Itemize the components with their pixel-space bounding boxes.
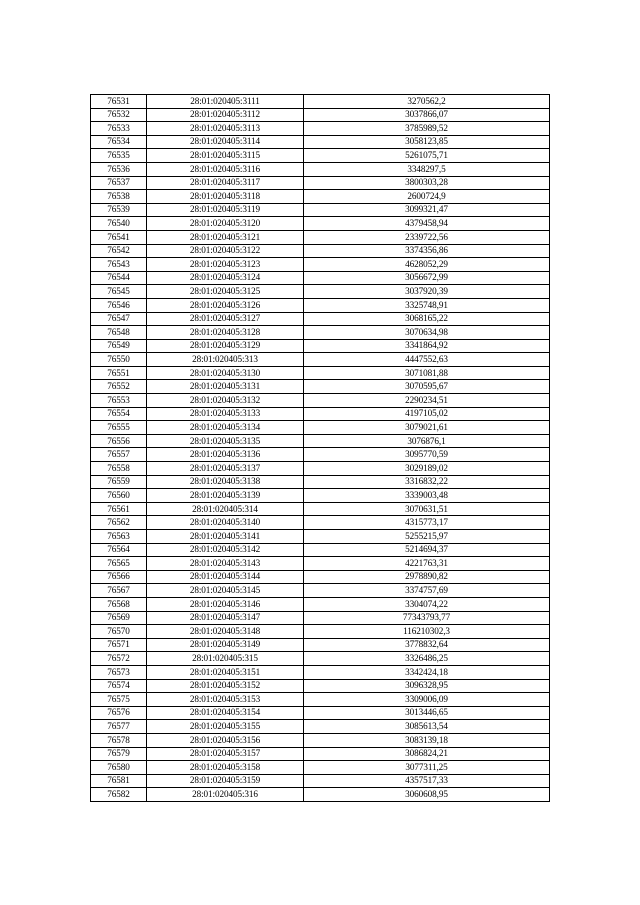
cadastral-number-cell: 28:01:020405:3156 xyxy=(147,733,304,747)
value-cell: 2600724,9 xyxy=(304,190,550,204)
row-number-cell: 76545 xyxy=(91,285,147,299)
cadastral-number-cell: 28:01:020405:3114 xyxy=(147,135,304,149)
cadastral-number-cell: 28:01:020405:3121 xyxy=(147,230,304,244)
row-number-cell: 76537 xyxy=(91,176,147,190)
table-row xyxy=(91,733,550,747)
cadastral-number-cell: 28:01:020405:3149 xyxy=(147,638,304,652)
cadastral-number-cell: 28:01:020405:3142 xyxy=(147,543,304,557)
cadastral-number-cell: 28:01:020405:3140 xyxy=(147,516,304,530)
cadastral-number-cell: 28:01:020405:3115 xyxy=(147,149,304,163)
table-row xyxy=(91,230,550,244)
table-row xyxy=(91,394,550,408)
cadastral-number-cell: 28:01:020405:3151 xyxy=(147,665,304,679)
row-number-cell: 76568 xyxy=(91,597,147,611)
table-row xyxy=(91,679,550,693)
value-cell: 3270562,2 xyxy=(304,95,550,109)
row-number-cell: 76577 xyxy=(91,720,147,734)
cadastral-number-cell: 28:01:020405:3116 xyxy=(147,162,304,176)
table-row xyxy=(91,407,550,421)
table-row xyxy=(91,788,550,802)
cadastral-number-cell: 28:01:020405:3148 xyxy=(147,625,304,639)
cadastral-number-cell: 28:01:020405:3122 xyxy=(147,244,304,258)
table-row xyxy=(91,108,550,122)
table-row xyxy=(91,149,550,163)
row-number-cell: 76544 xyxy=(91,271,147,285)
value-cell: 3096328,95 xyxy=(304,679,550,693)
row-number-cell: 76552 xyxy=(91,380,147,394)
cadastral-number-cell: 28:01:020405:3139 xyxy=(147,489,304,503)
cadastral-number-cell: 28:01:020405:3118 xyxy=(147,190,304,204)
table-row xyxy=(91,190,550,204)
row-number-cell: 76536 xyxy=(91,162,147,176)
table-row xyxy=(91,747,550,761)
table-row xyxy=(91,502,550,516)
row-number-cell: 76569 xyxy=(91,611,147,625)
cadastral-number-cell: 28:01:020405:3112 xyxy=(147,108,304,122)
table-row xyxy=(91,584,550,598)
table-row xyxy=(91,380,550,394)
row-number-cell: 76548 xyxy=(91,326,147,340)
row-number-cell: 76555 xyxy=(91,421,147,435)
row-number-cell: 76580 xyxy=(91,761,147,775)
value-cell: 4315773,17 xyxy=(304,516,550,530)
row-number-cell: 76561 xyxy=(91,502,147,516)
value-cell: 3085613,54 xyxy=(304,720,550,734)
value-cell: 3037920,39 xyxy=(304,285,550,299)
value-cell: 116210302,3 xyxy=(304,625,550,639)
row-number-cell: 76576 xyxy=(91,706,147,720)
row-number-cell: 76558 xyxy=(91,462,147,476)
cadastral-number-cell: 28:01:020405:3157 xyxy=(147,747,304,761)
value-cell: 3068165,22 xyxy=(304,312,550,326)
value-cell: 4379458,94 xyxy=(304,217,550,231)
row-number-cell: 76575 xyxy=(91,693,147,707)
row-number-cell: 76547 xyxy=(91,312,147,326)
cadastral-number-cell: 28:01:020405:3141 xyxy=(147,530,304,544)
value-cell: 3341864,92 xyxy=(304,339,550,353)
cadastral-number-cell: 28:01:020405:315 xyxy=(147,652,304,666)
table-row xyxy=(91,720,550,734)
cadastral-number-cell: 28:01:020405:3129 xyxy=(147,339,304,353)
row-number-cell: 76531 xyxy=(91,95,147,109)
value-cell: 3079021,61 xyxy=(304,421,550,435)
cadastral-number-cell: 28:01:020405:3126 xyxy=(147,298,304,312)
cadastral-number-cell: 28:01:020405:3158 xyxy=(147,761,304,775)
table-row xyxy=(91,693,550,707)
table-row xyxy=(91,285,550,299)
table-row xyxy=(91,706,550,720)
value-cell: 3785989,52 xyxy=(304,122,550,136)
value-cell: 2339722,56 xyxy=(304,230,550,244)
cadastral-number-cell: 28:01:020405:3117 xyxy=(147,176,304,190)
value-cell: 3304074,22 xyxy=(304,597,550,611)
row-number-cell: 76534 xyxy=(91,135,147,149)
table-row xyxy=(91,543,550,557)
row-number-cell: 76554 xyxy=(91,407,147,421)
cadastral-number-cell: 28:01:020405:3125 xyxy=(147,285,304,299)
table-row xyxy=(91,312,550,326)
row-number-cell: 76533 xyxy=(91,122,147,136)
cadastral-number-cell: 28:01:020405:3136 xyxy=(147,448,304,462)
row-number-cell: 76560 xyxy=(91,489,147,503)
row-number-cell: 76567 xyxy=(91,584,147,598)
table-row xyxy=(91,271,550,285)
table-row xyxy=(91,162,550,176)
row-number-cell: 76551 xyxy=(91,366,147,380)
cadastral-number-cell: 28:01:020405:3130 xyxy=(147,366,304,380)
table-row xyxy=(91,135,550,149)
value-cell: 3029189,02 xyxy=(304,462,550,476)
table-row xyxy=(91,462,550,476)
value-cell: 5261075,71 xyxy=(304,149,550,163)
row-number-cell: 76571 xyxy=(91,638,147,652)
row-number-cell: 76579 xyxy=(91,747,147,761)
row-number-cell: 76565 xyxy=(91,557,147,571)
row-number-cell: 76573 xyxy=(91,665,147,679)
table-row xyxy=(91,203,550,217)
value-cell: 3083139,18 xyxy=(304,733,550,747)
value-cell: 3013446,65 xyxy=(304,706,550,720)
cadastral-number-cell: 28:01:020405:3132 xyxy=(147,394,304,408)
cadastral-number-cell: 28:01:020405:3113 xyxy=(147,122,304,136)
cadastral-number-cell: 28:01:020405:316 xyxy=(147,788,304,802)
value-cell: 3086824,21 xyxy=(304,747,550,761)
value-cell: 3778832,64 xyxy=(304,638,550,652)
value-cell: 3342424,18 xyxy=(304,665,550,679)
row-number-cell: 76538 xyxy=(91,190,147,204)
value-cell: 3070634,98 xyxy=(304,326,550,340)
table-row xyxy=(91,339,550,353)
row-number-cell: 76546 xyxy=(91,298,147,312)
cadastral-number-cell: 28:01:020405:3147 xyxy=(147,611,304,625)
row-number-cell: 76563 xyxy=(91,530,147,544)
value-cell: 3070631,51 xyxy=(304,502,550,516)
value-cell: 3056672,99 xyxy=(304,271,550,285)
table-row xyxy=(91,557,550,571)
value-cell: 3070595,67 xyxy=(304,380,550,394)
table-row xyxy=(91,326,550,340)
row-number-cell: 76578 xyxy=(91,733,147,747)
value-cell: 4197105,02 xyxy=(304,407,550,421)
table-row xyxy=(91,244,550,258)
table-row xyxy=(91,434,550,448)
cadastral-number-cell: 28:01:020405:3153 xyxy=(147,693,304,707)
row-number-cell: 76572 xyxy=(91,652,147,666)
cadastral-number-cell: 28:01:020405:3135 xyxy=(147,434,304,448)
row-number-cell: 76564 xyxy=(91,543,147,557)
table-row xyxy=(91,489,550,503)
value-cell: 4221763,31 xyxy=(304,557,550,571)
cadastral-number-cell: 28:01:020405:3137 xyxy=(147,462,304,476)
value-cell: 3316832,22 xyxy=(304,475,550,489)
cadastral-number-cell: 28:01:020405:3123 xyxy=(147,258,304,272)
cadastral-number-cell: 28:01:020405:314 xyxy=(147,502,304,516)
row-number-cell: 76559 xyxy=(91,475,147,489)
row-number-cell: 76566 xyxy=(91,570,147,584)
value-cell: 3309006,09 xyxy=(304,693,550,707)
cadastral-number-cell: 28:01:020405:3146 xyxy=(147,597,304,611)
value-cell: 3339003,48 xyxy=(304,489,550,503)
cadastral-number-cell: 28:01:020405:3144 xyxy=(147,570,304,584)
table-row xyxy=(91,530,550,544)
table-row xyxy=(91,652,550,666)
value-cell: 3077311,25 xyxy=(304,761,550,775)
value-cell: 4628052,29 xyxy=(304,258,550,272)
row-number-cell: 76549 xyxy=(91,339,147,353)
row-number-cell: 76543 xyxy=(91,258,147,272)
value-cell: 5255215,97 xyxy=(304,530,550,544)
value-cell: 3800303,28 xyxy=(304,176,550,190)
row-number-cell: 76582 xyxy=(91,788,147,802)
table-row xyxy=(91,774,550,788)
row-number-cell: 76542 xyxy=(91,244,147,258)
table-row xyxy=(91,176,550,190)
row-number-cell: 76540 xyxy=(91,217,147,231)
cadastral-number-cell: 28:01:020405:3152 xyxy=(147,679,304,693)
cadastral-number-cell: 28:01:020405:3127 xyxy=(147,312,304,326)
row-number-cell: 76541 xyxy=(91,230,147,244)
value-cell: 3037866,07 xyxy=(304,108,550,122)
cadastral-number-cell: 28:01:020405:3131 xyxy=(147,380,304,394)
value-cell: 3325748,91 xyxy=(304,298,550,312)
row-number-cell: 76539 xyxy=(91,203,147,217)
table-row xyxy=(91,122,550,136)
value-cell: 3060608,95 xyxy=(304,788,550,802)
value-cell: 4447552,63 xyxy=(304,353,550,367)
table-row xyxy=(91,761,550,775)
cadastral-number-cell: 28:01:020405:3134 xyxy=(147,421,304,435)
value-cell: 3071081,88 xyxy=(304,366,550,380)
row-number-cell: 76532 xyxy=(91,108,147,122)
table-row xyxy=(91,516,550,530)
row-number-cell: 76553 xyxy=(91,394,147,408)
value-cell: 3095770,59 xyxy=(304,448,550,462)
row-number-cell: 76557 xyxy=(91,448,147,462)
row-number-cell: 76556 xyxy=(91,434,147,448)
cadastral-number-cell: 28:01:020405:3145 xyxy=(147,584,304,598)
table-row xyxy=(91,570,550,584)
value-cell: 3374356,86 xyxy=(304,244,550,258)
value-cell: 2290234,51 xyxy=(304,394,550,408)
value-cell: 5214694,37 xyxy=(304,543,550,557)
table-row xyxy=(91,95,550,109)
value-cell: 3326486,25 xyxy=(304,652,550,666)
value-cell: 3374757,69 xyxy=(304,584,550,598)
cadastral-number-cell: 28:01:020405:3124 xyxy=(147,271,304,285)
row-number-cell: 76574 xyxy=(91,679,147,693)
cadastral-number-cell: 28:01:020405:3120 xyxy=(147,217,304,231)
cadastral-number-cell: 28:01:020405:3143 xyxy=(147,557,304,571)
table-row xyxy=(91,448,550,462)
value-cell: 2978890,82 xyxy=(304,570,550,584)
table-row xyxy=(91,217,550,231)
row-number-cell: 76535 xyxy=(91,149,147,163)
cadastral-number-cell: 28:01:020405:3159 xyxy=(147,774,304,788)
row-number-cell: 76550 xyxy=(91,353,147,367)
row-number-cell: 76581 xyxy=(91,774,147,788)
table-row xyxy=(91,421,550,435)
value-cell: 3076876,1 xyxy=(304,434,550,448)
value-cell: 3099321,47 xyxy=(304,203,550,217)
cadastral-number-cell: 28:01:020405:3119 xyxy=(147,203,304,217)
row-number-cell: 76562 xyxy=(91,516,147,530)
table-row xyxy=(91,638,550,652)
value-cell: 3348297,5 xyxy=(304,162,550,176)
table-row xyxy=(91,665,550,679)
cadastral-number-cell: 28:01:020405:3154 xyxy=(147,706,304,720)
cadastral-number-cell: 28:01:020405:3133 xyxy=(147,407,304,421)
table-row xyxy=(91,298,550,312)
row-number-cell: 76570 xyxy=(91,625,147,639)
value-cell: 4357517,33 xyxy=(304,774,550,788)
cadastral-number-cell: 28:01:020405:3138 xyxy=(147,475,304,489)
table-row xyxy=(91,597,550,611)
value-cell: 3058123,85 xyxy=(304,135,550,149)
cadastral-number-cell: 28:01:020405:313 xyxy=(147,353,304,367)
table-row xyxy=(91,625,550,639)
cadastral-number-cell: 28:01:020405:3128 xyxy=(147,326,304,340)
table-row xyxy=(91,475,550,489)
cadastral-number-cell: 28:01:020405:3155 xyxy=(147,720,304,734)
cadastral-number-cell: 28:01:020405:3111 xyxy=(147,95,304,109)
table-row xyxy=(91,366,550,380)
table-row xyxy=(91,611,550,625)
cadastral-value-table xyxy=(90,94,550,802)
table-row xyxy=(91,258,550,272)
table-row xyxy=(91,353,550,367)
table-body xyxy=(91,95,550,802)
value-cell: 77343793,77 xyxy=(304,611,550,625)
